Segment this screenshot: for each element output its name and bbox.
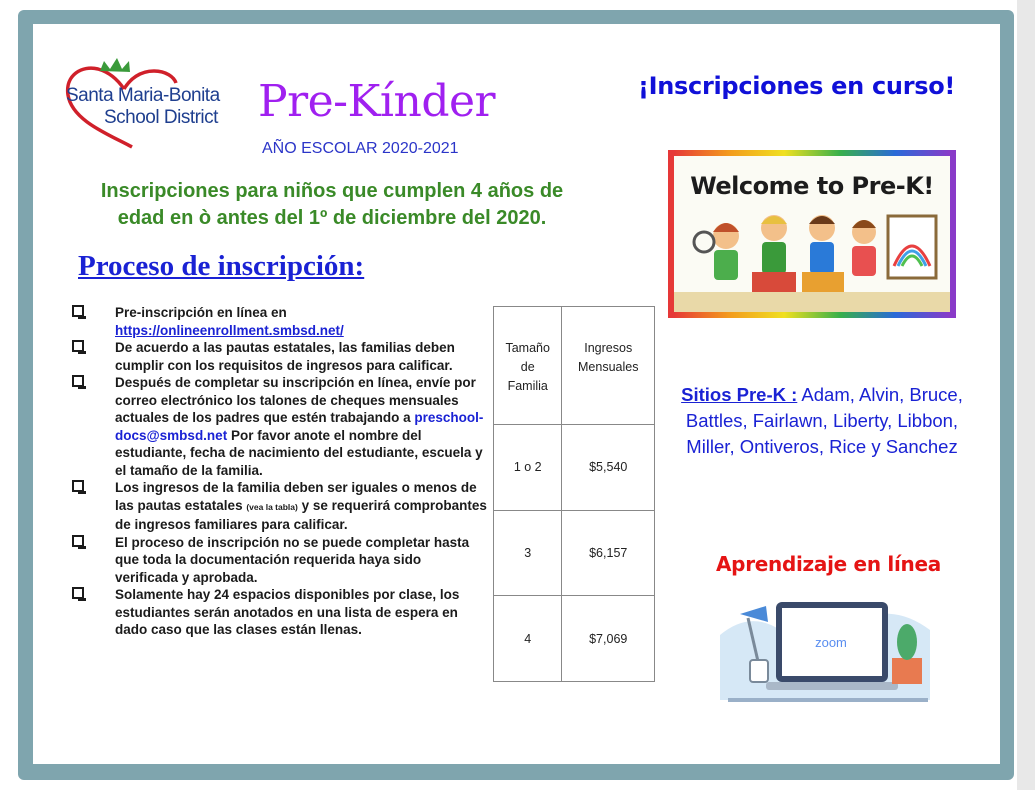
income-cell: $5,540 xyxy=(562,425,655,511)
eligibility-text xyxy=(52,178,612,232)
bullet-text: El proceso de inscripción no se puede completar hasta que toda la documentación requerida haya sido verificada y aprobada. xyxy=(115,534,470,585)
bullet-text: y se requerirá comprobantes de ingresos familiares para calificar. xyxy=(115,497,487,532)
income-table xyxy=(493,306,655,682)
bullet-text: De acuerdo a las pautas estatales, las familias deben cumplir con los requisitos de ingresos para calificar. xyxy=(115,340,455,373)
welcome-text: Welcome to Pre-K! xyxy=(690,172,934,200)
bullet-text: Los ingresos de la familia deben ser iguales o menos de las pautas estatales xyxy=(115,480,477,513)
header-family-size: Tamaño de Familia xyxy=(494,307,562,425)
school-year: AÑO ESCOLAR 2020-2021 xyxy=(262,140,459,157)
income-cell: $7,069 xyxy=(562,596,655,682)
laptop-zoom-icon xyxy=(720,590,940,715)
process-heading: Proceso de inscripción: xyxy=(78,250,365,282)
bullet-text: Por favor anote el nombre del estudiante, fecha de nacimiento del estudiante, escuela y el tamaño de la familia. xyxy=(115,427,483,478)
list-item xyxy=(72,479,487,534)
process-list xyxy=(72,304,487,639)
table-row xyxy=(494,425,655,511)
income-cell: $6,157 xyxy=(562,510,655,596)
table-row xyxy=(494,510,655,596)
page-title: Pre-Kínder xyxy=(258,76,496,127)
list-item xyxy=(72,304,487,339)
table-reference: (vea la tabla) xyxy=(246,501,298,512)
sites-label: Sitios Pre-K : xyxy=(681,384,798,405)
checkbox-icon xyxy=(72,587,84,599)
bullet-text: Solamente hay 24 espacios disponibles por clase, los estudiantes serán anotados en una lista de espera en dado caso que las clases están llenas. xyxy=(115,587,460,637)
pre-k-sites xyxy=(668,382,976,460)
eligibility-line-2: edad en ò antes del 1º de diciembre del 2020. xyxy=(117,207,547,229)
eligibility-line-1: Inscripciones para niños que cumplen 4 años de xyxy=(100,180,564,202)
viewer-edge xyxy=(1017,0,1035,790)
table-row xyxy=(494,596,655,682)
email-link[interactable]: preschool-docs@smbsd.net xyxy=(115,410,484,443)
district-logo xyxy=(60,55,240,155)
checkbox-icon xyxy=(72,340,84,352)
kids-illustration-icon xyxy=(674,206,950,312)
logo-line-1: Santa Maria-Bonita xyxy=(66,85,220,106)
list-item xyxy=(72,534,487,587)
table-header-row xyxy=(494,307,655,425)
family-size-cell: 1 o 2 xyxy=(494,425,562,511)
list-item xyxy=(72,586,487,639)
online-learning-title: Aprendizaje en línea xyxy=(716,552,941,576)
family-size-cell: 4 xyxy=(494,596,562,682)
enrollment-link[interactable]: https://onlineenrollment.smbsd.net/ xyxy=(115,322,344,338)
enrollment-banner: ¡Inscripciones en curso! xyxy=(638,72,956,100)
list-item xyxy=(72,374,487,479)
header-monthly-income: Ingresos Mensuales xyxy=(562,307,655,425)
bullet-text: Pre-inscripción en línea en xyxy=(115,305,287,320)
bullet-text: Después de completar su inscripción en línea, envíe por correo electrónico los talones de cheques mensuales actuales de los padres que estén trabajando a xyxy=(115,375,476,425)
checkbox-icon xyxy=(72,480,84,492)
list-item xyxy=(72,339,487,374)
checkbox-icon xyxy=(72,375,84,387)
checkbox-icon xyxy=(72,305,84,317)
online-learning-illustration xyxy=(720,590,940,715)
family-size-cell: 3 xyxy=(494,510,562,596)
checkbox-icon xyxy=(72,535,84,547)
sites-list: Adam, Alvin, Bruce, Battles, Fairlawn, Liberty, Libbon, Miller, Ontiveros, Rice y Sanchez xyxy=(685,384,963,457)
zoom-label: zoom xyxy=(815,635,847,650)
welcome-image xyxy=(668,150,956,318)
logo-line-2: School District xyxy=(104,107,218,128)
